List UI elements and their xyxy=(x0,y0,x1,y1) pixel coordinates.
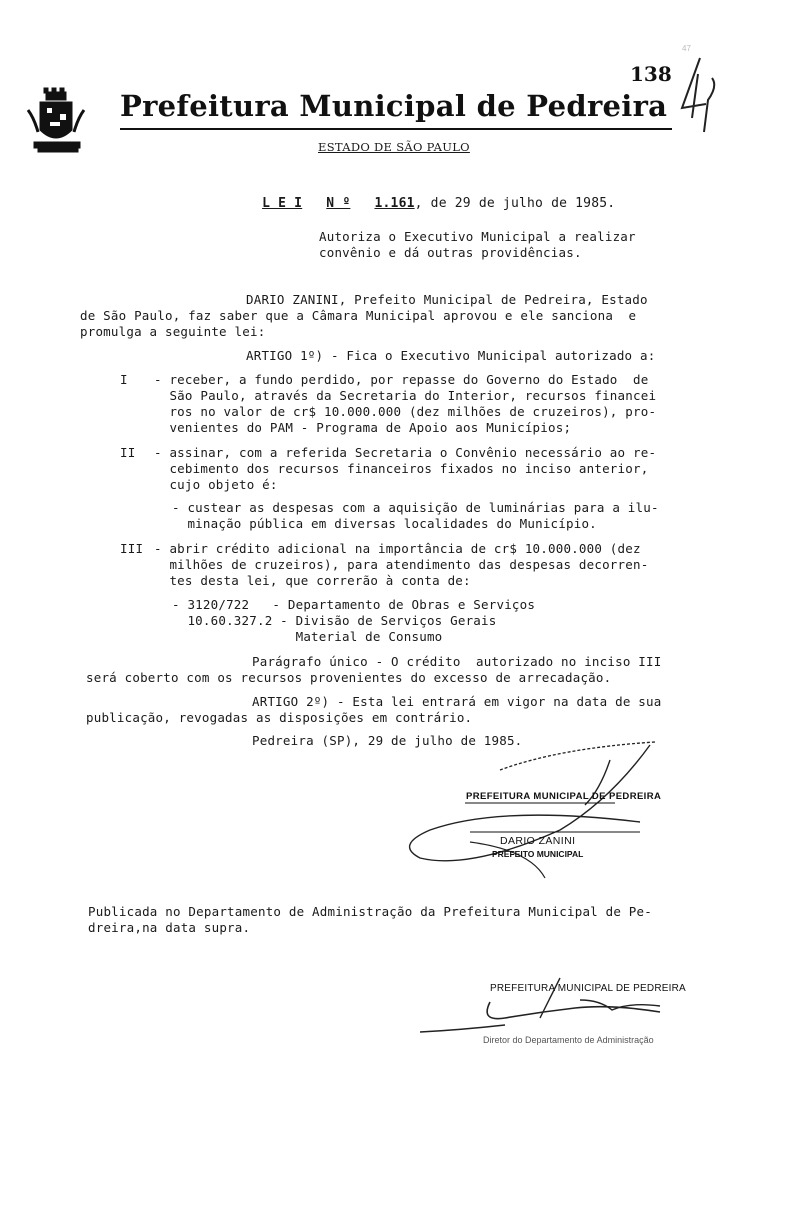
artigo-2-line-2: publicação, revogadas as disposições em contrário. xyxy=(86,710,473,725)
preamble-line-3: promulga a seguinte lei: xyxy=(80,324,266,339)
inciso-3-line-3: tes desta lei, que correrão à conta de: xyxy=(154,573,471,588)
signature-1-stamp: PREFEITURA MUNICIPAL DE PEDREIRA xyxy=(466,791,662,802)
handwritten-page-number: 47 xyxy=(682,44,691,53)
summary-line-1: Autoriza o Executivo Municipal a realizar xyxy=(319,229,636,244)
paragrafo-line-2: será coberto com os recursos provenientes do excesso de arrecadação. xyxy=(86,670,612,685)
place-date: Pedreira (SP), 29 de julho de 1985. xyxy=(252,733,523,748)
preamble-line-1: DARIO ZANINI, Prefeito Municipal de Pedreira, Estado xyxy=(246,292,648,307)
inciso-1-line-2: São Paulo, através da Secretaria do Interior, recursos financei xyxy=(154,388,657,403)
law-number-label: N º xyxy=(326,196,351,211)
inciso-2-sub-line-2: minação pública em diversas localidades do Município. xyxy=(172,516,597,531)
inciso-3-line-2: milhões de cruzeiros), para atendimento das despesas decorren- xyxy=(154,557,649,572)
inciso-1-line-1: - receber, a fundo perdido, por repasse do Governo do Estado de xyxy=(154,372,649,387)
page-number: 138 xyxy=(630,62,672,86)
inciso-1-line-3: ros no valor de cr$ 10.000.000 (dez milhões de cruzeiros), pro- xyxy=(154,404,657,419)
law-heading xyxy=(246,181,615,211)
signature-1-name: DARIO ZANINI xyxy=(500,835,576,847)
law-date: , de 29 de julho de 1985. xyxy=(414,196,616,211)
publication-line-2: dreira,na data supra. xyxy=(88,920,251,935)
signature-2-stamp: PREFEITURA MUNICIPAL DE PEDREIRA xyxy=(490,983,686,994)
preamble-line-2: de São Paulo, faz saber que a Câmara Municipal aprovou e ele sanciona e xyxy=(80,308,637,323)
inciso-3-line-1: - abrir crédito adicional na importância de cr$ 10.000.000 (dez xyxy=(154,541,641,556)
inciso-2-number: II xyxy=(120,445,136,460)
account-line-1: - 3120/722 - Departamento de Obras e Serviços xyxy=(172,597,536,612)
inciso-3-number: III xyxy=(120,541,144,556)
inciso-2-line-1: - assinar, com a referida Secretaria o Convênio necessário ao re- xyxy=(154,445,657,460)
title-rule xyxy=(120,128,672,130)
signature-1-role: PREFEITO MUNICIPAL xyxy=(492,849,584,859)
artigo-2-line-1: ARTIGO 2º) - Esta lei entrará em vigor na data de sua xyxy=(252,694,662,709)
inciso-1-line-4: venientes do PAM - Programa de Apoio aos Municípios; xyxy=(154,420,572,435)
summary-line-2: convênio e dá outras providências. xyxy=(319,245,582,260)
publication-line-1: Publicada no Departamento de Administração da Prefeitura Municipal de Pe- xyxy=(88,904,652,919)
inciso-2-line-3: cujo objeto é: xyxy=(154,477,278,492)
account-line-3: Material de Consumo xyxy=(172,629,443,644)
paragrafo-line-1: Parágrafo único - O crédito autorizado no inciso III xyxy=(252,654,662,669)
page-title: Prefeitura Municipal de Pedreira xyxy=(120,89,668,123)
inciso-1-number: I xyxy=(120,372,128,387)
law-number: 1.161 xyxy=(374,196,415,211)
account-line-2: 10.60.327.2 - Divisão de Serviços Gerais xyxy=(172,613,497,628)
law-prefix: L E I xyxy=(262,196,303,211)
inciso-2-line-2: cebimento dos recursos financeiros fixados no inciso anterior, xyxy=(154,461,649,476)
state-label: ESTADO DE SÃO PAULO xyxy=(318,140,470,154)
signature-2-role: Diretor do Departamento de Administração xyxy=(483,1035,654,1045)
inciso-2-sub-line-1: - custear as despesas com a aquisição de luminárias para a ilu- xyxy=(172,500,659,515)
artigo-1: ARTIGO 1º) - Fica o Executivo Municipal autorizado a: xyxy=(246,348,656,363)
